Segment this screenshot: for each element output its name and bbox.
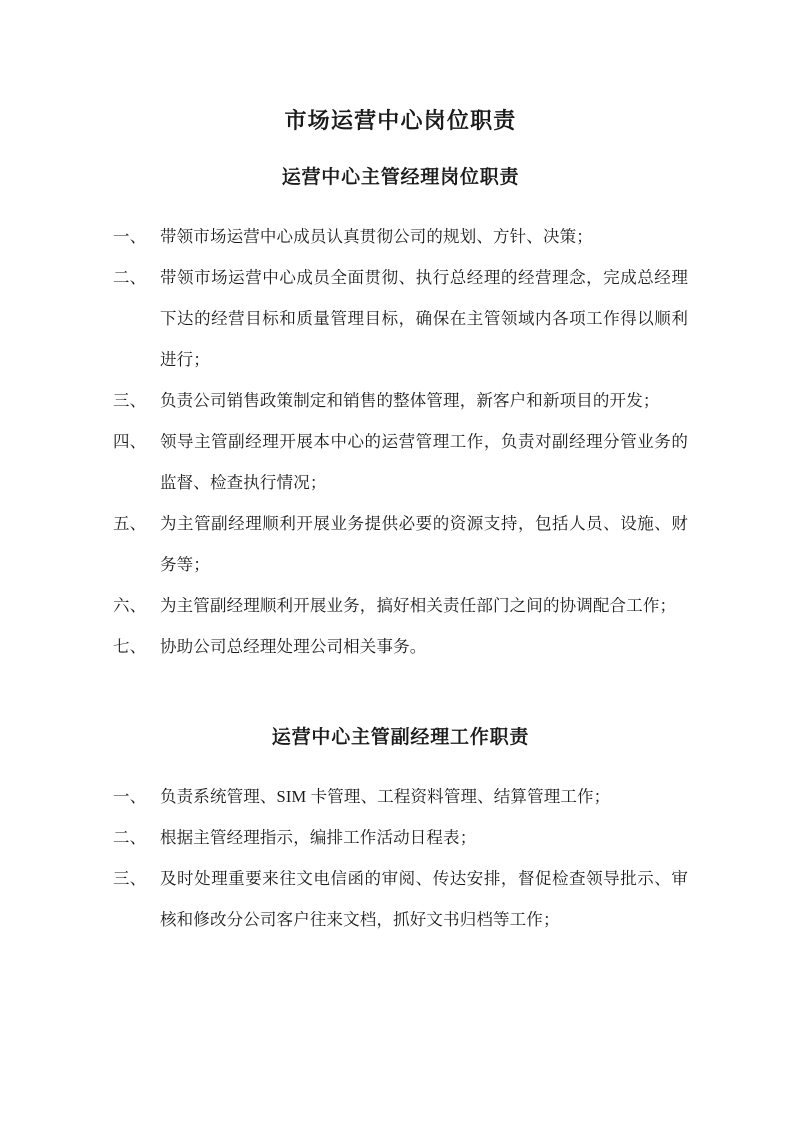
clause-text: 为主管副经理顺利开展业务，搞好相关责任部门之间的协调配合工作； <box>160 596 677 616</box>
clause-list-deputy-manager <box>113 776 688 940</box>
clause-text: 负责系统管理、SIM 卡管理、工程资料管理、结算管理工作； <box>160 786 611 806</box>
list-item <box>113 503 688 585</box>
clause-text: 带领市场运营中心成员全面贯彻、执行总经理的经营理念，完成总经理下达的经营目标和质量管理目标，确保在主管领域内各项工作得以顺利进行； <box>160 268 688 370</box>
clause-marker: 三、 <box>113 391 147 411</box>
clause-text: 为主管副经理顺利开展业务提供必要的资源支持，包括人员、设施、财务等； <box>160 514 688 575</box>
clause-text: 根据主管经理指示，编排工作活动日程表； <box>160 827 477 847</box>
list-item <box>113 380 688 421</box>
list-item <box>113 858 688 940</box>
clause-marker: 二、 <box>113 827 147 847</box>
list-item <box>113 585 688 626</box>
clause-text: 及时处理重要来往文电信函的审阅、传达安排，督促检查领导批示、审核和修改分公司客户往来文档，抓好文书归档等工作； <box>160 868 688 929</box>
page-title: 市场运营中心岗位职责 <box>284 108 517 133</box>
document-content <box>113 0 688 940</box>
list-item <box>113 776 688 817</box>
clause-marker: 三、 <box>113 868 147 888</box>
clause-marker: 四、 <box>113 432 147 452</box>
section-heading-operations-manager: 运营中心主管经理岗位职责 <box>281 167 520 189</box>
list-item <box>113 216 688 257</box>
clause-text: 负责公司销售政策制定和销售的整体管理，新客户和新项目的开发； <box>160 391 660 411</box>
clause-text: 协助公司总经理处理公司相关事务。 <box>160 637 427 657</box>
clause-text: 领导主管副经理开展本中心的运营管理工作，负责对副经理分管业务的监督、检查执行情况； <box>160 432 688 493</box>
list-item <box>113 257 688 380</box>
clause-marker: 一、 <box>113 786 147 806</box>
clause-marker: 二、 <box>113 268 147 288</box>
clause-marker: 五、 <box>113 514 147 534</box>
clause-marker: 六、 <box>113 596 147 616</box>
list-item <box>113 626 688 667</box>
section-heading-deputy-manager: 运营中心主管副经理工作职责 <box>271 727 530 749</box>
clause-marker: 七、 <box>113 637 147 657</box>
clause-list-operations-manager <box>113 216 688 667</box>
clause-marker: 一、 <box>113 227 147 247</box>
list-item <box>113 421 688 503</box>
list-item <box>113 817 688 858</box>
clause-text: 带领市场运营中心成员认真贯彻公司的规划、方针、决策； <box>160 227 593 247</box>
section-spacer <box>113 667 688 727</box>
